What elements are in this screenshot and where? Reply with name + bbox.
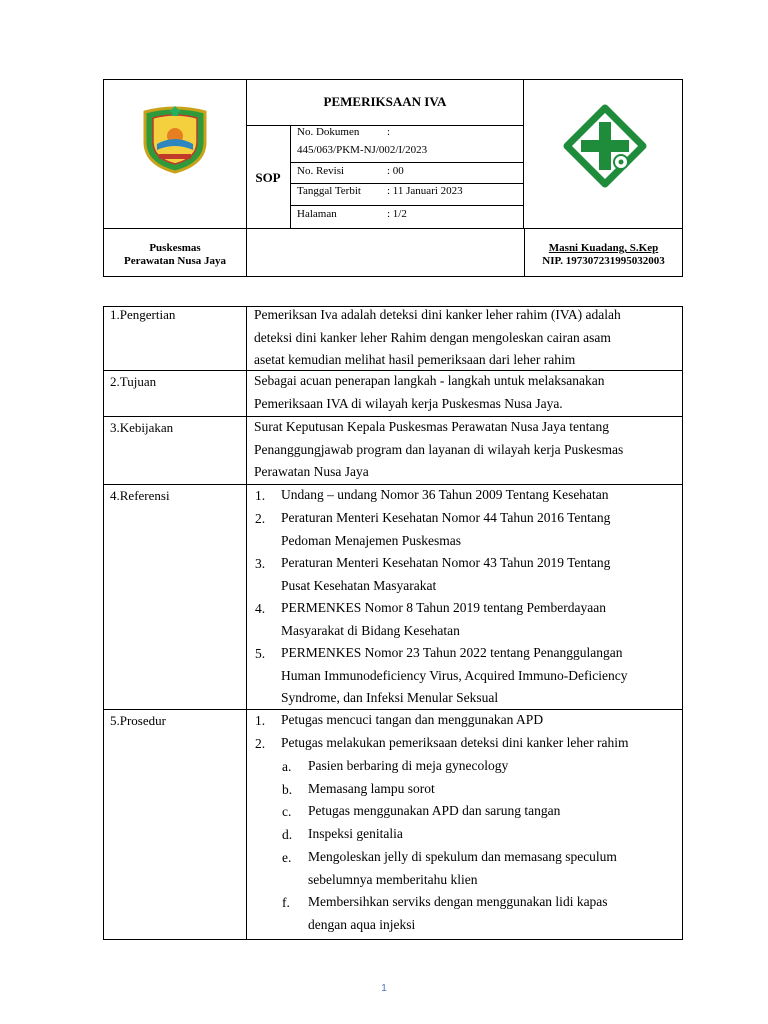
revision-value: : 00 bbox=[387, 165, 404, 177]
list-item-number: 1. bbox=[255, 713, 266, 728]
sub-list-item: Memasang lampu sorot bbox=[308, 781, 435, 796]
list-item: Petugas mencuci tangan dan menggunakan APD bbox=[281, 712, 544, 727]
signer-nip: NIP. 197307231995032003 bbox=[542, 255, 665, 267]
section-label-tujuan: 2.Tujuan bbox=[110, 374, 157, 389]
list-item: Peraturan Menteri Kesehatan Nomor 44 Tahun 2016 Tentang Pedoman Menajemen Puskesmas bbox=[281, 510, 611, 548]
sub-item-letter: f. bbox=[282, 895, 290, 910]
sub-item-letter: c. bbox=[282, 804, 292, 819]
sub-list-item: Petugas menggunakan APD dan sarung tangan bbox=[308, 803, 561, 818]
page-number: 1 bbox=[381, 983, 387, 994]
list-item-number: 2. bbox=[255, 736, 266, 751]
doc-number-value: 445/063/PKM-NJ/002/I/2023 bbox=[297, 144, 428, 156]
section-label-pengertian: 1.Pengertian bbox=[110, 307, 176, 322]
sop-header-table bbox=[103, 79, 683, 277]
sub-item-letter: a. bbox=[282, 759, 292, 774]
doc-number-colon: : bbox=[387, 126, 391, 138]
section-label-prosedur: 5.Prosedur bbox=[110, 713, 166, 728]
puskesmas-logo bbox=[563, 104, 647, 188]
revision-label: No. Revisi bbox=[297, 165, 345, 177]
list-item: Petugas melakukan pemeriksaan deteksi dini kanker leher rahim bbox=[281, 735, 629, 750]
issue-date-value: : 11 Januari 2023 bbox=[387, 185, 463, 197]
org-name-line1: Puskesmas bbox=[149, 242, 201, 254]
org-name-line2: Perawatan Nusa Jaya bbox=[123, 255, 227, 267]
sub-list-item: Membersihkan serviks dengan menggunakan lidi kapas dengan aqua injeksi bbox=[308, 894, 608, 932]
sub-list-item: Pasien berbaring di meja gynecology bbox=[308, 758, 509, 773]
section-label-referensi: 4.Referensi bbox=[110, 488, 170, 503]
sub-item-letter: e. bbox=[282, 850, 292, 865]
issue-date-label: Tanggal Terbit bbox=[297, 185, 361, 197]
regional-emblem-logo bbox=[135, 104, 215, 174]
sub-list-item: Mengoleskan jelly di spekulum dan memasang speculum sebelumnya memberitahu klien bbox=[308, 849, 617, 887]
section-text-pengertian: Pemeriksan Iva adalah deteksi dini kanker leher rahim (IVA) adalah deteksi dini kanker leher Rahim dengan mengoleskan cairan asam asetat kemudian melihat hasil pemeriksaan dari leher rahim bbox=[254, 307, 621, 368]
signer-name: Masni Kuadang, S.Kep bbox=[548, 242, 659, 254]
sop-label: SOP bbox=[255, 170, 281, 185]
section-label-kebijakan: 3.Kebijakan bbox=[110, 420, 174, 435]
sub-item-letter: b. bbox=[282, 782, 293, 797]
list-item-number: 4. bbox=[255, 601, 266, 616]
list-item-number: 2. bbox=[255, 511, 266, 526]
list-item: PERMENKES Nomor 23 Tahun 2022 tentang Penanggulangan Human Immunodeficiency Virus, Acquired Immuno-Deficiency Syndrome, dan Infeksi Menular Seksual bbox=[281, 645, 628, 706]
section-text-kebijakan: Surat Keputusan Kepala Puskesmas Perawatan Nusa Jaya tentang Penanggungjawab program dan layanan di wilayah kerja Puskesmas Perawatan Nusa Jaya bbox=[254, 419, 624, 480]
list-item: Undang – undang Nomor 36 Tahun 2009 Tentang Kesehatan bbox=[281, 487, 609, 502]
page-value: : 1/2 bbox=[387, 208, 407, 220]
list-item-number: 1. bbox=[255, 488, 266, 503]
list-item: PERMENKES Nomor 8 Tahun 2019 tentang Pemberdayaan Masyarakat di Bidang Kesehatan bbox=[281, 600, 607, 638]
list-item-number: 5. bbox=[255, 646, 266, 661]
sub-list-item: Inspeksi genitalia bbox=[308, 826, 403, 841]
section-text-tujuan: Sebagai acuan penerapan langkah - langkah untuk melaksanakan Pemeriksaan IVA di wilayah kerja Puskesmas Nusa Jaya. bbox=[254, 373, 605, 411]
sub-item-letter: d. bbox=[282, 827, 293, 842]
sop-content-table bbox=[103, 306, 683, 940]
list-item-number: 3. bbox=[255, 556, 266, 571]
doc-number-label: No. Dokumen bbox=[297, 126, 360, 138]
page-label: Halaman bbox=[297, 208, 337, 220]
document-title: PEMERIKSAAN IVA bbox=[323, 94, 447, 109]
list-item: Peraturan Menteri Kesehatan Nomor 43 Tahun 2019 Tentang Pusat Kesehatan Masyarakat bbox=[281, 555, 611, 593]
